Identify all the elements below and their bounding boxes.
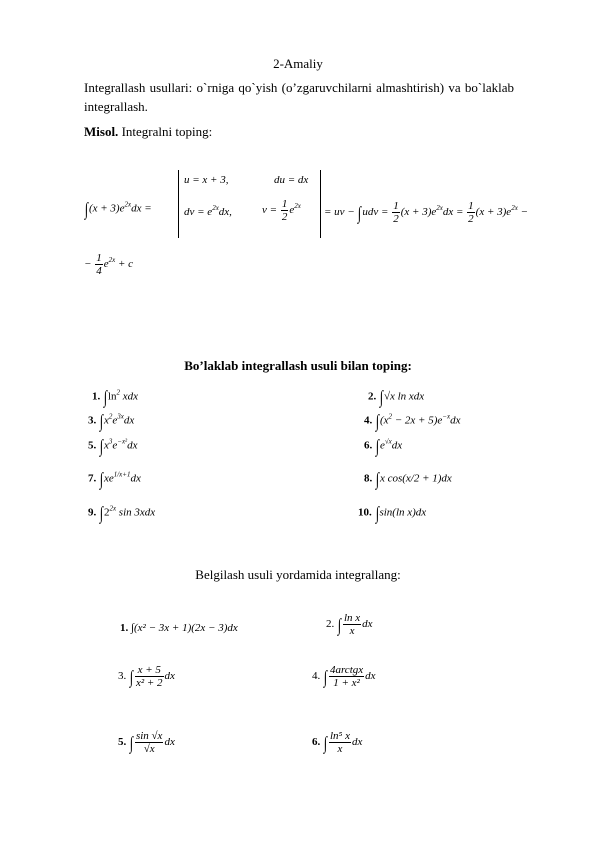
substitution-du: du = dx (274, 174, 309, 186)
section2-item-5: 5. ∫ $\frac{\sin √x}{√x}$ dx (118, 730, 175, 755)
section1-heading: Bo’laklab integrallash usuli bilan toping: (184, 358, 412, 373)
example-line-2: − $\frac{1}{4}$ $e^{2x} + c$ (84, 252, 133, 277)
section2-item-6: 6. ∫ $\frac{\text{ln⁵ x}}{x}$ dx (312, 730, 363, 755)
example-rhs: = uv − ∫udv = $\frac{1}{2}$ $(x + 3)e^{2x}dx$ = $\frac{1}{2}$ $(x + 3)e^{2x}$ − (324, 200, 528, 225)
section2-heading: Belgilash usuli yordamida integrallang: (195, 567, 401, 582)
section1-item-5: 5. $\int x^3e^{-x^2}dx$ (88, 436, 138, 456)
section1-item-8: 8. ∫x cos(x/2 + 1)dx (364, 469, 452, 489)
substitution-u: u = x + 3, (184, 174, 229, 186)
example-label: Misol. (84, 124, 119, 139)
example-text: Integralni toping: (121, 124, 213, 139)
section2-item-2: 2. ∫ $\frac{\text{ln x}}{x}$ dx (326, 612, 373, 637)
section1-item-1: 1. $\int\ln^2$ xdx (92, 387, 139, 407)
example-heading (84, 124, 212, 140)
section1-item-2: 2. ∫√x ln xdx (368, 387, 425, 407)
substitution-bar-left (178, 170, 179, 238)
substitution-dv: dv = $e^{2x}dx$, (184, 204, 232, 218)
substitution-v: v = $\frac{1}{2}$ $e^{2x}$ (262, 198, 301, 223)
section1-item-9: 9. $\int 2^{2x}$ sin 3xdx (88, 503, 156, 523)
section1-item-6: 6. $\int e^{√x}dx$ (364, 436, 403, 456)
section1-item-3: 3. $\int x^2e^{3x}dx$ (88, 411, 135, 431)
substitution-bar-right (320, 170, 321, 238)
section2-item-1: 1. ∫(x² − 3x + 1)(2x − 3)dx (120, 622, 238, 634)
section2-item-3: 3. ∫ $\frac{x + 5}{\text{x² + 2}}$ dx (118, 664, 175, 689)
section2-item-4: 4. ∫ $\frac{\text{4arctgx}}{\text{1 + x²}}$ dx (312, 664, 376, 689)
intro-line-1: Integrallash usullari: o`rniga qo`yish (o’zgaruvchilarni almashtirish) va bo`laklab (84, 80, 514, 95)
section1-item-7: 7. $\int xe^{1/x+1}dx$ (88, 469, 141, 489)
page-title: 2-Amaliy (273, 56, 323, 71)
example-lhs: $\int(x + 3)e^{2x}dx$ = (84, 199, 152, 219)
intro-paragraph (84, 78, 514, 116)
section1-item-4: 4. $\int(x^2 - 2x + 5)e^{-x}dx$ (364, 411, 461, 431)
section1-item-10: 10. ∫sin(ln x)dx (358, 503, 427, 523)
intro-line-2: integrallash. (84, 99, 148, 114)
